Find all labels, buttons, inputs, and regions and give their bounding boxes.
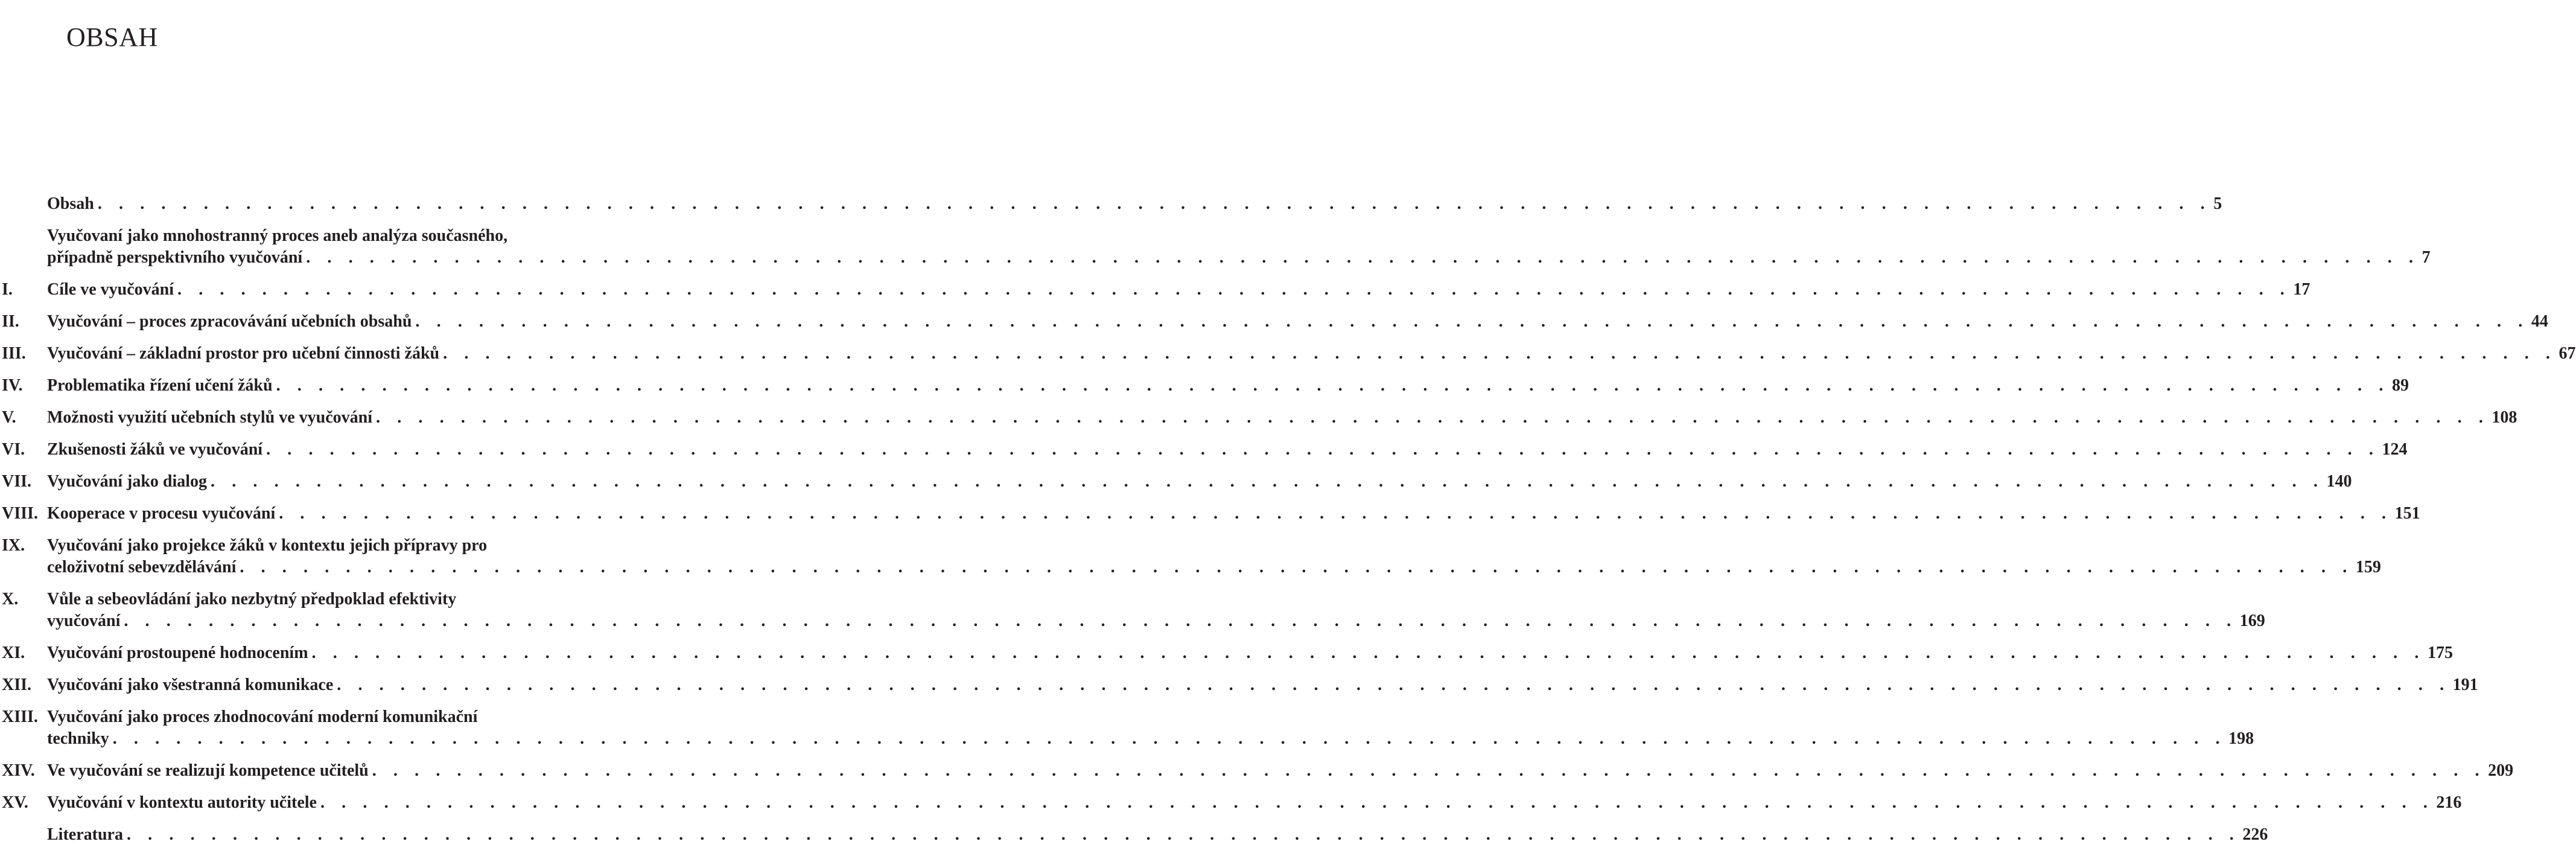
chapter-title: Literatura: [47, 824, 127, 846]
dot-leader: . . . . . . . . . . . . . . . . . . . . . . . . . . . . . . . . . . . . . . . . . . . . . . . . . . . . . . . . . . . . . . . . . . . . . . . . . . . . . . . . . . . . . . . . . . . . . . . . . . . .: [415, 312, 2529, 331]
page-number: 108: [2489, 407, 2517, 429]
page-number: 175: [2425, 642, 2453, 664]
dot-leader: . . . . . . . . . . . . . . . . . . . . . . . . . . . . . . . . . . . . . . . . . . . . . . . . . . . . . . . . . . . . . . . . . . . . . . . . . . . . . . . . . . . . . . . . . . . . . . . . . . . .: [306, 248, 2420, 267]
dot-leader: . . . . . . . . . . . . . . . . . . . . . . . . . . . . . . . . . . . . . . . . . . . . . . . . . . . . . . . . . . . . . . . . . . . . . . . . . . . . . . . . . . . . . . . . . . . . . . . . . . . .: [211, 472, 2324, 491]
page-number: 5: [2211, 193, 2222, 215]
page-number: 159: [2353, 557, 2381, 578]
chapter-number: VII.: [2, 472, 32, 491]
page-number: 124: [2379, 439, 2407, 461]
chapter-number: XV.: [2, 793, 28, 812]
dot-leader: . . . . . . . . . . . . . . . . . . . . . . . . . . . . . . . . . . . . . . . . . . . . . . . . . . . . . . . . . . . . . . . . . . . . . . . . . . . . . . . . . . . . . . . . . . . . . . . . . . . .: [311, 644, 2425, 662]
chapter-number: XIV.: [2, 761, 35, 780]
chapter-number: XIII.: [2, 707, 38, 726]
dot-leader: . . . . . . . . . . . . . . . . . . . . . . . . . . . . . . . . . . . . . . . . . . . . . . . . . . . . . . . . . . . . . . . . . . . . . . . . . . . . . . . . . . . . . . . . . . . . . . . . . . . .: [124, 612, 2237, 630]
dot-leader: . . . . . . . . . . . . . . . . . . . . . . . . . . . . . . . . . . . . . . . . . . . . . . . . . . . . . . . . . . . . . . . . . . . . . . . . . . . . . . . . . . . . . . . . . . . . . . . . . . . .: [112, 729, 2227, 748]
chapter-number: VI.: [2, 440, 25, 459]
dot-leader: . . . . . . . . . . . . . . . . . . . . . . . . . . . . . . . . . . . . . . . . . . . . . . . . . . . . . . . . . . . . . . . . . . . . . . . . . . . . . . . . . . . . . . . . . . . . . . . . . . . .: [376, 408, 2490, 427]
toc-entry-chapter-7[interactable]: [0, 471, 2352, 493]
toc-entry-chapter-14[interactable]: [0, 760, 2514, 782]
dot-leader: . . . . . . . . . . . . . . . . . . . . . . . . . . . . . . . . . . . . . . . . . . . . . . . . . . . . . . . . . . . . . . . . . . . . . . . . . . . . . . . . . . . . . . . . . . . . . . . . . . . .: [443, 344, 2557, 363]
dot-leader: . . . . . . . . . . . . . . . . . . . . . . . . . . . . . . . . . . . . . . . . . . . . . . . . . . . . . . . . . . . . . . . . . . . . . . . . . . . . . . . . . . . . . . . . . . . . . . . . . . . .: [240, 558, 2353, 577]
chapter-title: Vyučování jako všestranná komunikace: [47, 674, 337, 696]
toc-entry-chapter-6[interactable]: [0, 439, 2408, 461]
chapter-title: Zkušenosti žáků ve vyučování: [47, 439, 266, 461]
chapter-title: Kooperace v procesu vyučování: [47, 503, 279, 525]
chapter-title-line-1: Vyučování jako projekce žáků v kontextu jejich přípravy pro: [47, 536, 488, 555]
chapter-title: Vyučování jako dialog: [47, 471, 211, 493]
chapter-number: XI.: [2, 644, 25, 662]
page-number: 209: [2485, 760, 2513, 782]
toc-entry-chapter-10[interactable]: [0, 589, 2265, 632]
chapter-number: X.: [2, 590, 19, 608]
chapter-title: případně perspektivního vyučování: [47, 247, 306, 269]
page-number: 44: [2529, 311, 2548, 333]
chapter-title: vyučování: [47, 610, 124, 632]
chapter-title: celoživotní sebevzdělávání: [47, 557, 240, 578]
page-number: 191: [2450, 674, 2478, 696]
dot-leader: . . . . . . . . . . . . . . . . . . . . . . . . . . . . . . . . . . . . . . . . . . . . . . . . . . . . . . . . . . . . . . . . . . . . . . . . . . . . . . . . . . . . . . . . . . . . . . . . . . . .: [320, 793, 2434, 812]
page-title: OBSAH: [66, 22, 158, 52]
chapter-number: VIII.: [2, 504, 38, 523]
page-number: 216: [2434, 792, 2461, 814]
chapter-title-line-1: Vyučovaní jako mnohostranný proces aneb analýza současného,: [47, 226, 508, 245]
dot-leader: . . . . . . . . . . . . . . . . . . . . . . . . . . . . . . . . . . . . . . . . . . . . . . . . . . . . . . . . . . . . . . . . . . . . . . . . . . . . . . . . . . . . . . . . . . . . . . . . . . . .: [177, 280, 2291, 299]
dot-leader: . . . . . . . . . . . . . . . . . . . . . . . . . . . . . . . . . . . . . . . . . . . . . . . . . . . . . . . . . . . . . . . . . . . . . . . . . . . . . . . . . . . . . . . . . . . . . . . . . . . .: [97, 194, 2212, 213]
toc-entry-chapter-4[interactable]: [0, 375, 2409, 397]
toc-entry-chapter-11[interactable]: [0, 642, 2453, 664]
page-number: 140: [2324, 471, 2352, 493]
chapter-title: Možnosti využití učebních stylů ve vyučování: [47, 407, 376, 429]
page-number: 169: [2237, 610, 2265, 632]
toc-entry-literatura[interactable]: [0, 824, 2268, 846]
chapter-number: II.: [2, 312, 19, 331]
page-number: 151: [2393, 503, 2420, 525]
page-number: 7: [2420, 247, 2431, 269]
chapter-number: III.: [2, 344, 26, 363]
toc-entry-chapter-12[interactable]: [0, 674, 2478, 696]
toc-entry-obsah[interactable]: [0, 193, 2222, 215]
chapter-title: techniky: [47, 728, 113, 750]
toc-entry-chapter-3[interactable]: [0, 343, 2576, 365]
chapter-title: Ve vyučování se realizují kompetence učitelů: [47, 760, 372, 782]
chapter-number: IV.: [2, 376, 23, 395]
chapter-title: Obsah: [47, 193, 98, 215]
page-number: 89: [2390, 375, 2409, 397]
chapter-title-line-1: Vůle a sebeovládání jako nezbytný předpoklad efektivity: [47, 590, 457, 608]
page-number: 67: [2557, 343, 2576, 365]
chapter-title: Vyučování v kontextu autority učitele: [47, 792, 320, 814]
toc-entry-chapter-1[interactable]: [0, 279, 2310, 301]
chapter-title-line-1: Vyučování jako proces zhodnocování moderní komunikační: [47, 707, 478, 726]
toc-entry-chapter-15[interactable]: [0, 792, 2462, 814]
dot-leader: . . . . . . . . . . . . . . . . . . . . . . . . . . . . . . . . . . . . . . . . . . . . . . . . . . . . . . . . . . . . . . . . . . . . . . . . . . . . . . . . . . . . . . . . . . . . . . . . . . . .: [279, 504, 2393, 523]
chapter-title: Vyučování – proces zpracovávání učebních obsahů: [47, 311, 415, 333]
page-number: 198: [2226, 728, 2254, 750]
dot-leader: . . . . . . . . . . . . . . . . . . . . . . . . . . . . . . . . . . . . . . . . . . . . . . . . . . . . . . . . . . . . . . . . . . . . . . . . . . . . . . . . . . . . . . . . . . . . . . . . . . . .: [266, 440, 2380, 459]
chapter-title: Vyučování prostoupené hodnocením: [47, 642, 312, 664]
dot-leader: . . . . . . . . . . . . . . . . . . . . . . . . . . . . . . . . . . . . . . . . . . . . . . . . . . . . . . . . . . . . . . . . . . . . . . . . . . . . . . . . . . . . . . . . . . . . . . . . . . . .: [276, 376, 2390, 395]
toc-entry-chapter-13[interactable]: [0, 706, 2254, 750]
toc-entry-introduction[interactable]: [0, 225, 2431, 269]
chapter-number: IX.: [2, 536, 25, 555]
toc-entry-chapter-2[interactable]: [0, 311, 2548, 333]
table-of-contents: [0, 193, 2576, 856]
chapter-title: Cíle ve vyučování: [47, 279, 177, 301]
dot-leader: . . . . . . . . . . . . . . . . . . . . . . . . . . . . . . . . . . . . . . . . . . . . . . . . . . . . . . . . . . . . . . . . . . . . . . . . . . . . . . . . . . . . . . . . . . . . . . . . . . . .: [337, 676, 2450, 694]
chapter-number: I.: [2, 280, 13, 299]
page-number: 17: [2291, 279, 2310, 301]
toc-entry-chapter-5[interactable]: [0, 407, 2517, 429]
page-number: 226: [2240, 824, 2268, 846]
chapter-number: XII.: [2, 676, 32, 694]
toc-entry-chapter-8[interactable]: [0, 503, 2420, 525]
toc-entry-chapter-9[interactable]: [0, 535, 2381, 578]
dot-leader: . . . . . . . . . . . . . . . . . . . . . . . . . . . . . . . . . . . . . . . . . . . . . . . . . . . . . . . . . . . . . . . . . . . . . . . . . . . . . . . . . . . . . . . . . . . . . . . . . . . .: [126, 825, 2240, 844]
dot-leader: . . . . . . . . . . . . . . . . . . . . . . . . . . . . . . . . . . . . . . . . . . . . . . . . . . . . . . . . . . . . . . . . . . . . . . . . . . . . . . . . . . . . . . . . . . . . . . . . . . . .: [372, 761, 2486, 780]
chapter-title: Vyučování – základní prostor pro učební činnosti žáků: [47, 343, 443, 365]
chapter-title: Problematika řízení učení žáků: [47, 375, 276, 397]
chapter-number: V.: [2, 408, 16, 427]
